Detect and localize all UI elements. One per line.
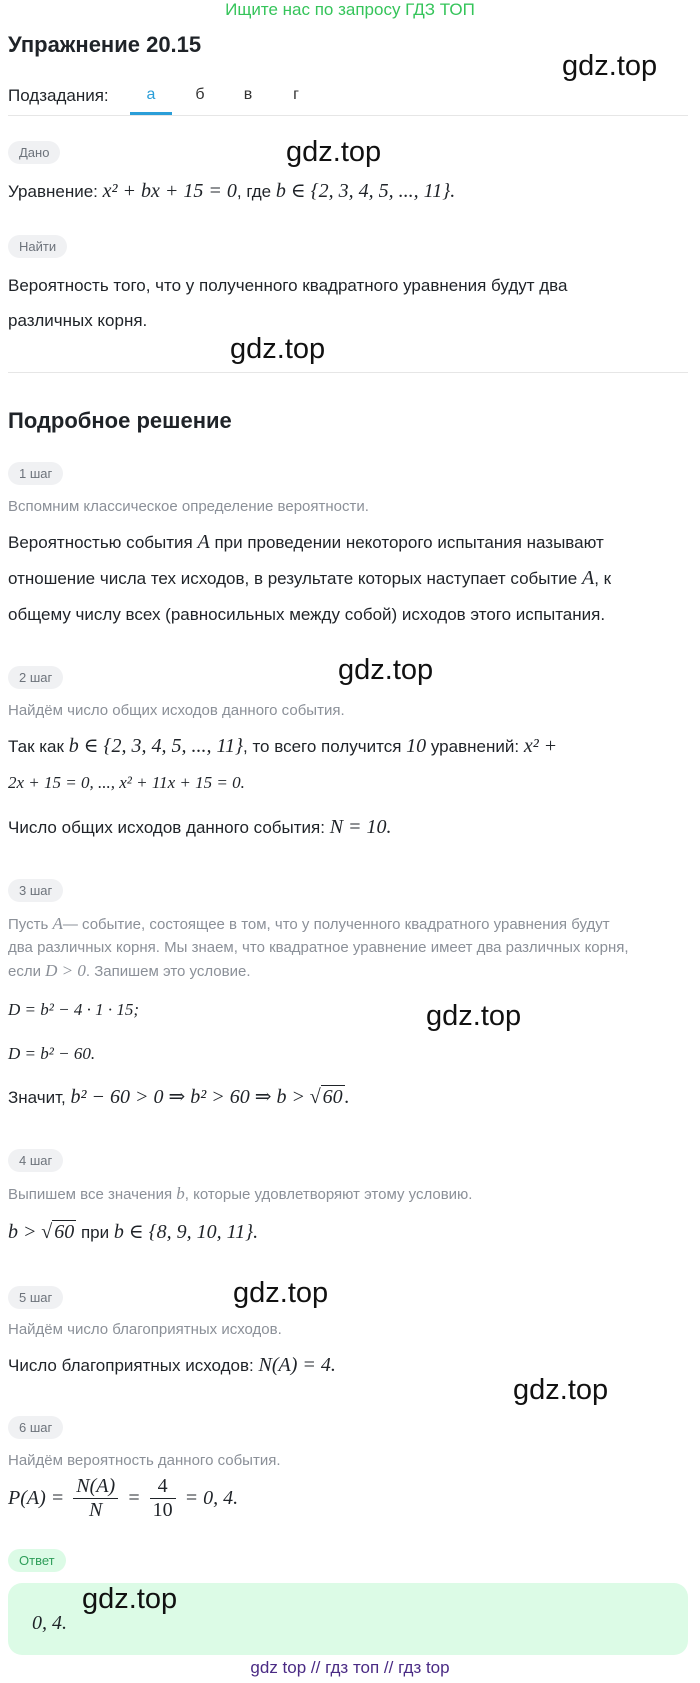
math-fragment: D > 0 (45, 961, 86, 980)
step-hint: Найдём вероятность данного события. (8, 1452, 281, 1469)
step-1 (8, 462, 63, 485)
math-fragment: N(A) = 4. (258, 1354, 336, 1376)
math-fragment: = 0, 4. (184, 1487, 239, 1509)
probability-formula (8, 1475, 238, 1522)
divider (8, 115, 688, 116)
divider (8, 372, 688, 373)
text-fragment: если (8, 963, 41, 980)
answer-badge: Ответ (8, 1549, 66, 1572)
watermark: gdz.top (230, 333, 326, 365)
watermark: gdz.top (286, 136, 382, 168)
text-fragment: Пусть (8, 916, 49, 933)
text-fragment: , то всего получится (243, 737, 402, 756)
given-where: , где (236, 182, 272, 201)
step-hint (8, 912, 688, 936)
set: b ∈ {2, 3, 4, 5, ..., 11}. (275, 180, 456, 202)
text-fragment: при проведении некоторого испытания называют (214, 533, 604, 552)
text-fragment: . Запишем это условие. (85, 963, 251, 980)
watermark: gdz.top (562, 50, 658, 82)
text-fragment: , которые удовлетворяют этому условию. (184, 1186, 473, 1203)
step-text (8, 729, 688, 764)
find-section (8, 235, 67, 258)
denominator: 10 (152, 1499, 173, 1521)
fraction (73, 1475, 118, 1522)
numerator: 4 (150, 1475, 176, 1499)
given-badge: Дано (8, 141, 60, 164)
math-fragment: = (127, 1487, 141, 1509)
tab-a[interactable]: а (146, 86, 156, 103)
answer-section (8, 1549, 66, 1572)
text-fragment: Число благоприятных исходов: (8, 1356, 254, 1375)
step-5 (8, 1286, 63, 1309)
step-hint: Найдём число благоприятных исходов. (8, 1321, 282, 1338)
sqrt-radicand: 60 (322, 1086, 343, 1108)
given-section (8, 141, 60, 164)
step-3 (8, 879, 63, 902)
promo-banner: Ищите нас по запросу ГДЗ ТОП (225, 0, 475, 19)
equation: x² + bx + 15 = 0 (102, 180, 237, 202)
step-6 (8, 1416, 63, 1439)
step-formula: 2x + 15 = 0, ..., x² + 11x + 15 = 0. (8, 773, 245, 792)
step-hint: Найдём число общих исходов данного события. (8, 702, 345, 719)
given-prefix: Уравнение: (8, 182, 98, 201)
math-fragment: . (344, 1086, 350, 1108)
step-hint: два различных корня. Мы знаем, что квадратное уравнение имеет два различных корня, (8, 939, 629, 956)
step-text: общему числу всех (равносильных между собой) исходов этого испытания. (8, 605, 606, 624)
step-badge: 3 шаг (8, 879, 63, 902)
math-fragment: b ∈ {2, 3, 4, 5, ..., 11} (68, 735, 244, 757)
page-title: Упражнение 20.15 (8, 32, 202, 57)
math-fragment: b² − 60 > 0 ⇒ b² > 60 ⇒ b > (70, 1086, 305, 1108)
step-hint (8, 1182, 688, 1206)
math-fragment: N = 10. (329, 816, 392, 838)
math-fragment: A (52, 914, 63, 933)
step-text (8, 561, 688, 596)
given-equation (8, 174, 688, 209)
numerator: N(A) (73, 1475, 118, 1499)
tab-b[interactable]: б (195, 86, 205, 103)
text-fragment: Так как (8, 737, 64, 756)
step-hint: Вспомним классическое определение вероятности. (8, 498, 369, 515)
step-badge: 4 шаг (8, 1149, 63, 1172)
footer-links[interactable]: gdz top // гдз топ // гдз top (250, 1658, 450, 1677)
watermark: gdz.top (82, 1583, 178, 1615)
step-text (8, 525, 688, 560)
math-fragment: A (581, 567, 595, 589)
watermark: gdz.top (338, 654, 434, 686)
text-fragment: Выпишем все значения (8, 1186, 173, 1203)
tab-v[interactable]: в (243, 86, 253, 103)
denominator: N (89, 1499, 103, 1521)
subtasks-label: Подзадания: (8, 86, 109, 105)
text-fragment: Число общих исходов данного события: (8, 818, 325, 837)
find-badge: Найти (8, 235, 67, 258)
math-fragment: b ∈ {8, 9, 10, 11}. (113, 1221, 259, 1243)
step-badge: 1 шаг (8, 462, 63, 485)
math-fragment: b (176, 1184, 185, 1203)
watermark: gdz.top (233, 1277, 329, 1309)
watermark: gdz.top (426, 1000, 522, 1032)
step-formula: D = b² − 4 · 1 · 15; (8, 1000, 139, 1019)
text-fragment: Вероятностью события (8, 533, 193, 552)
fraction (150, 1475, 176, 1522)
step-2 (8, 666, 63, 689)
solution-title: Подробное решение (8, 408, 232, 433)
step-4 (8, 1149, 63, 1172)
step-badge: 6 шаг (8, 1416, 63, 1439)
answer-value: 0, 4. (32, 1612, 67, 1634)
text-fragment: Значит, (8, 1088, 66, 1107)
tab-g[interactable]: г (293, 86, 299, 103)
find-line-1: Вероятность того, что у полученного квадратного уравнения будут два (8, 276, 568, 295)
math-fragment: 10 (406, 735, 427, 757)
watermark: gdz.top (513, 1374, 609, 1406)
math-fragment: b > (8, 1221, 37, 1243)
step-badge: 5 шаг (8, 1286, 63, 1309)
math-fragment: P(A) = (8, 1487, 65, 1509)
step-badge: 2 шаг (8, 666, 63, 689)
text-fragment: отношение числа тех исходов, в результате которых наступает событие (8, 569, 578, 588)
step-text: Значит, b² − 60 > 0 ⇒ b² > 60 ⇒ b > √ 60 . (8, 1086, 350, 1108)
text-fragment: уравнений: (430, 737, 520, 756)
find-line-2: различных корня. (8, 311, 148, 330)
text-fragment: , к (594, 569, 612, 588)
sqrt-radicand: 60 (54, 1221, 75, 1243)
step-text (8, 810, 688, 845)
step-formula: D = b² − 60. (8, 1044, 96, 1063)
math-fragment: x² + (523, 735, 558, 757)
step-hint (8, 959, 688, 983)
text-fragment: — событие, состоящее в том, что у полученного квадратного уравнения будут (62, 916, 610, 933)
text-fragment: при (80, 1223, 110, 1242)
math-fragment: A (197, 531, 210, 553)
step-text: b > √ 60 при b ∈ {8, 9, 10, 11}. (8, 1221, 259, 1243)
